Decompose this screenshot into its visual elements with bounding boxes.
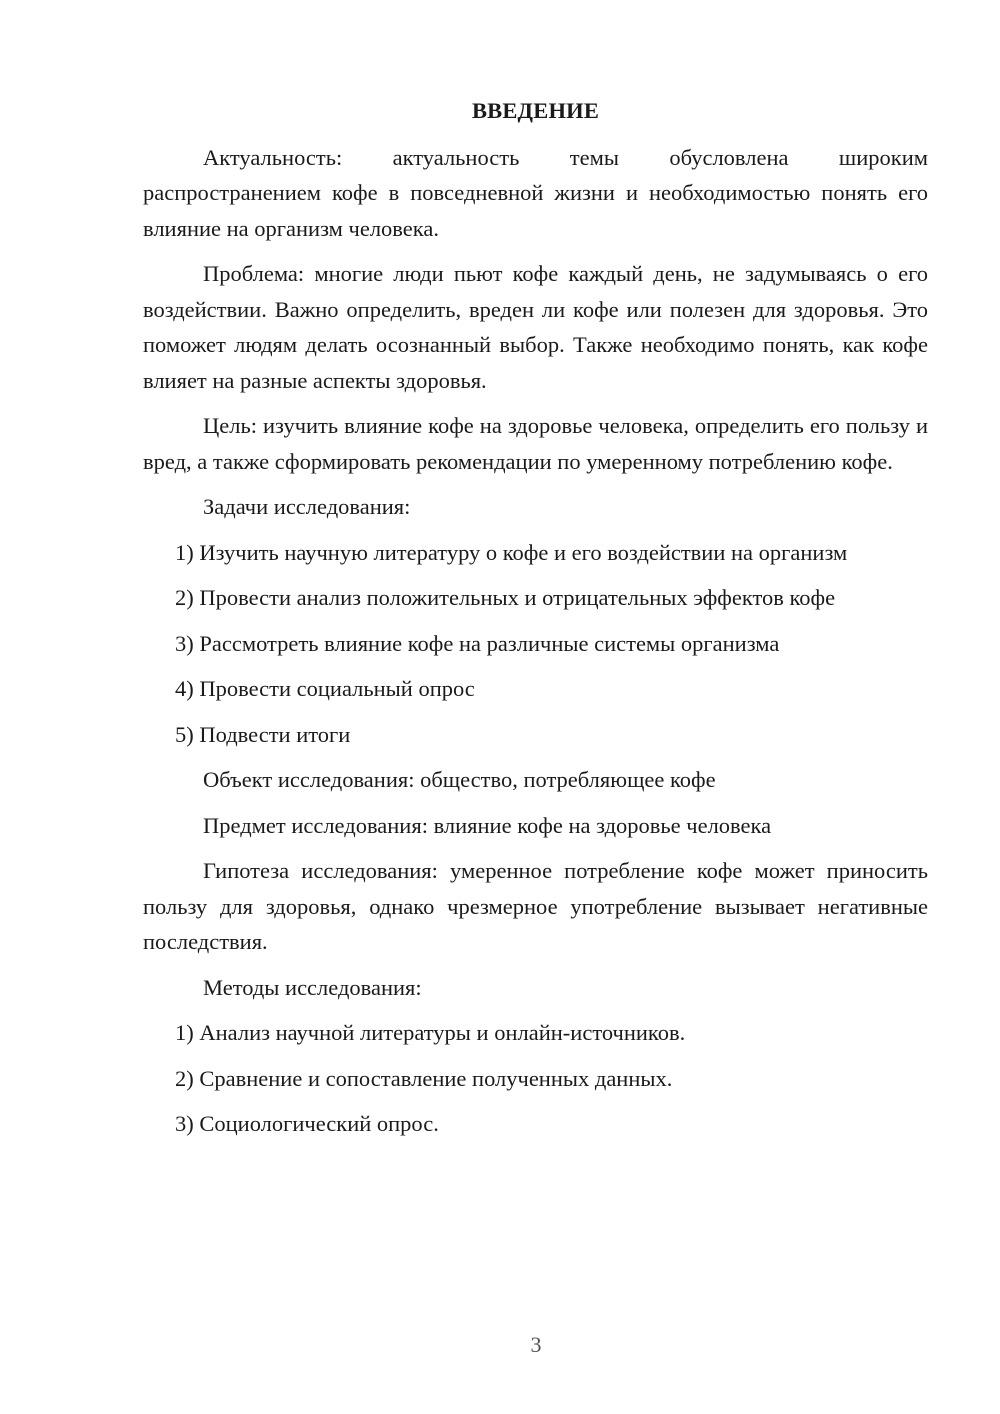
tasks-list <box>143 535 928 753</box>
hypothesis-paragraph: Гипотеза исследования: умеренное потребление кофе может приносить пользу для здоровья, однако чрезмерное употребление вызывает негативные последствия. <box>143 858 928 954</box>
tasks-heading: Задачи исследования: <box>203 494 411 519</box>
methods-heading: Методы исследования: <box>203 974 422 1000</box>
page-number: 3 <box>530 1332 542 1357</box>
page-title: ВВЕДЕНИЕ <box>471 98 600 123</box>
research-subject: Предмет исследования: влияние кофе на здоровье человека <box>203 812 772 838</box>
list-item: 4) Провести социальный опрос <box>175 676 475 701</box>
list-item: 1) Изучить научную литературу о кофе и его воздействии на организм <box>175 539 848 565</box>
list-item: 2) Провести анализ положительных и отрицательных эффектов кофе <box>175 585 836 610</box>
relevance-paragraph: Актуальность: актуальность темы обусловлена широким распространением кофе в повседневной жизни и необходимостью понять его влияние на организм человека. <box>143 144 928 241</box>
list-item: 3) Социологический опрос. <box>175 1111 439 1136</box>
goal-paragraph: Цель: изучить влияние кофе на здоровье человека, определить его пользу и вред, а также сформировать рекомендации по умеренному потреблению кофе. <box>143 413 928 474</box>
list-item: 3) Рассмотреть влияние кофе на различные системы организма <box>175 630 780 656</box>
problem-paragraph: Проблема: многие люди пьют кофе каждый день, не задумываясь о его воздействии. Важно определить, вреден ли кофе или полезен для здоровья. Это поможет людям делать осознанный выбор. Также необходимо понять, как кофе влияет на разные аспекты здоровья. <box>143 261 928 393</box>
research-object: Объект исследования: общество, потребляющее кофе <box>203 767 716 792</box>
methods-list <box>143 1015 928 1142</box>
list-item: 2) Сравнение и сопоставление полученных данных. <box>175 1065 673 1091</box>
document-body <box>143 93 928 1152</box>
list-item: 5) Подвести итоги <box>175 721 351 747</box>
list-item: 1) Анализ научной литературы и онлайн-источников. <box>175 1020 686 1045</box>
